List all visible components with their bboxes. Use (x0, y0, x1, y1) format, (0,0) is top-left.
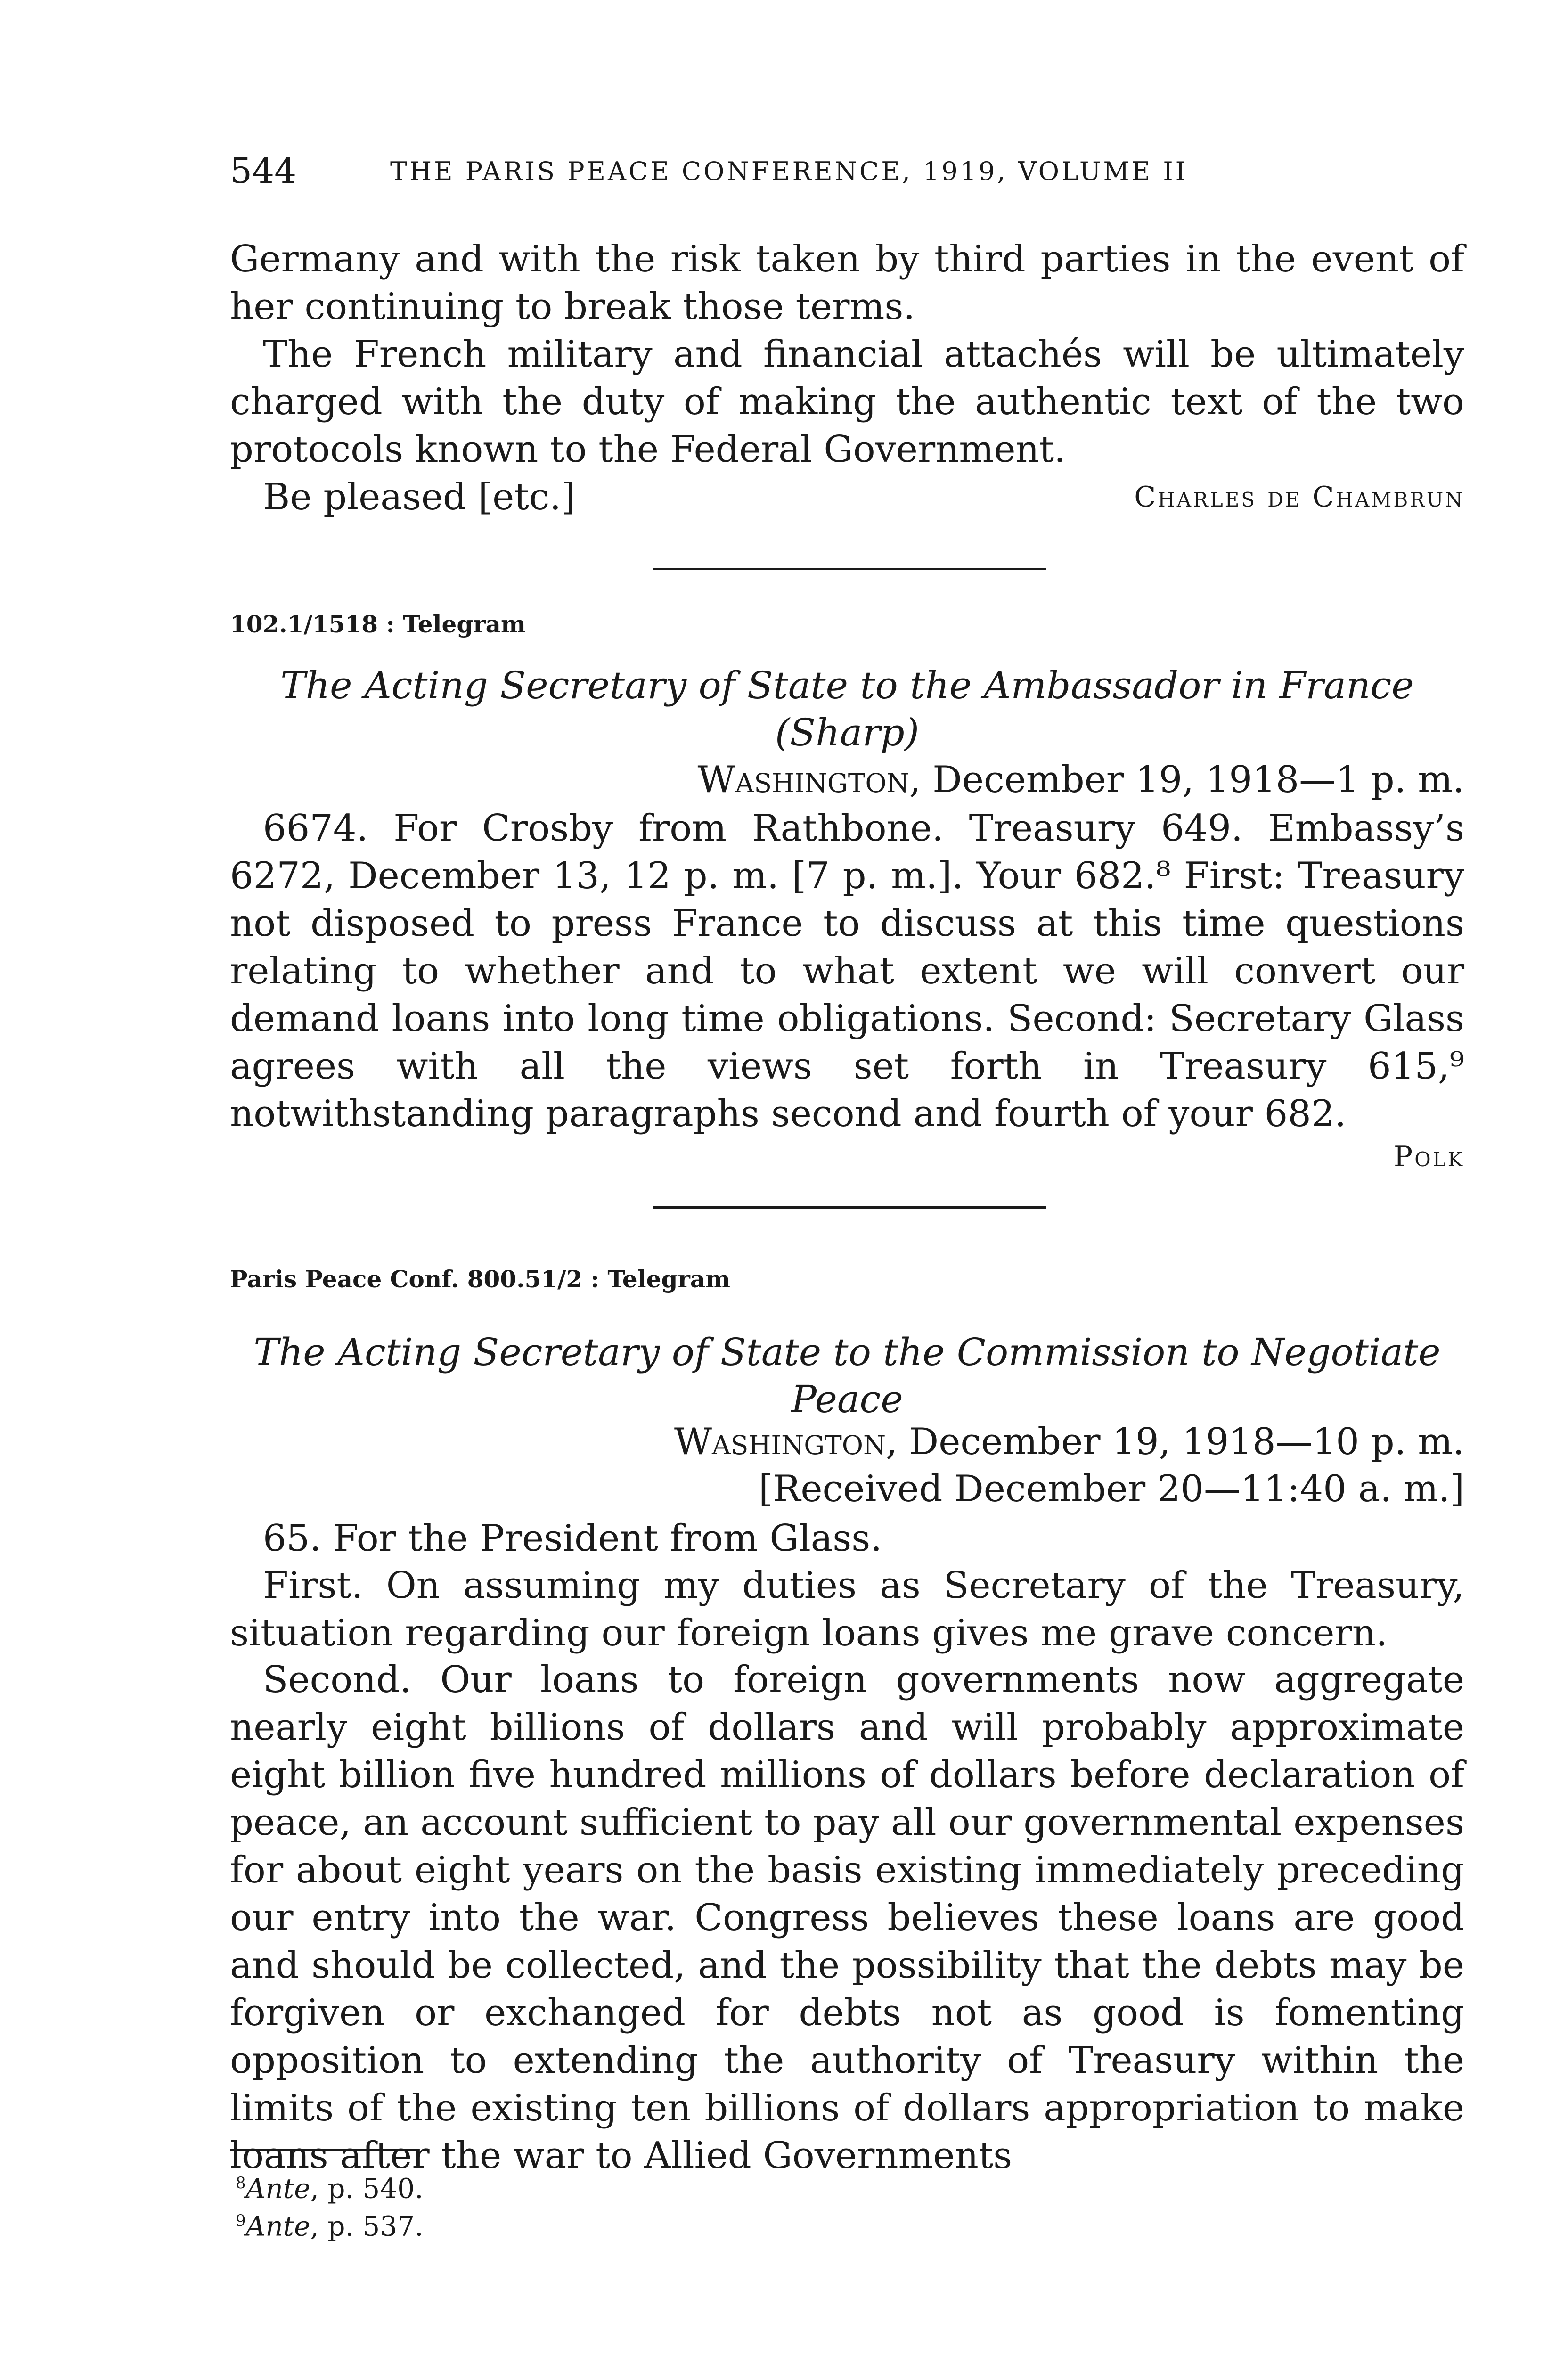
received-line: [Received December 20—11:40 a. m.] (759, 1468, 1464, 1510)
footnote-mark: 9 (236, 2211, 246, 2230)
footnote-mark: 8 (236, 2174, 246, 2192)
footnote-ref: Ante (245, 2210, 310, 2242)
section-divider-2 (653, 1206, 1046, 1209)
footnote-rule (230, 2149, 414, 2151)
page-header (230, 150, 1464, 192)
date-2: , December 19, 1918—10 p. m. (886, 1421, 1464, 1463)
footnote-ref: Ante (245, 2172, 310, 2205)
telegram-body-1: 6674. For Crosby from Rathbone. Treasury 649. Embassy’s 6272, December 13, 12 p. m. [7 p. m.]. Your 682.⁸ First: Treasury not disposed to press France to discuss at this time questions relating to whether and to what extent we will convert our demand loans into long time obligations. Second: Secretary Glass agrees with all the views set forth in Treasury 615,⁹ notwithstanding paragraphs second and fourth of your 682. (230, 807, 1464, 1135)
page-number: 544 (230, 151, 297, 191)
footnote-page: , p. 537. (310, 2210, 424, 2242)
date-1: , December 19, 1918—1 p. m. (909, 759, 1464, 801)
telegram-para-2: First. On assuming my duties as Secretary of the Treasury, situation regarding our foreign loans gives me grave concern. (230, 1564, 1464, 1654)
telegram-para-3: Second. Our loans to foreign governments now aggregate nearly eight billions of dollars and will probably approximate eight billion five hundred millions of dollars before declaration of peace, an account sufficient to pay all our governmental expenses for about eight years on the basis existing immediately preceding our entry into the war. Congress believes these loans are good and should be collected, and the possibility that the debts may be forgiven or exchanged for debts not as good is fomenting opposition to extending the authority of Treasury within the limits of the existing ten billions of dollars appropriation to make loans after the war to Allied Governments (230, 1659, 1464, 2177)
section-divider-1 (653, 568, 1046, 570)
file-number-1: 102.1/1518 : Telegram (230, 610, 526, 638)
footnote-page: , p. 540. (310, 2172, 424, 2205)
document-title-1: The Acting Secretary of State to the Ambassador in France (Sharp) (280, 663, 1414, 754)
signature-chambrun: Charles de Chambrun (1134, 481, 1464, 514)
document-title-2: The Acting Secretary of State to the Commission to Negotiate Peace (253, 1330, 1441, 1421)
footnote-9 (236, 2205, 424, 2241)
place-date-1 (697, 756, 1464, 803)
intro-paragraph-2: The French military and financial attachés will be ultimately charged with the duty of making the authentic text of the two protocols known to the Federal Government. (230, 333, 1464, 471)
place-2: Washington (674, 1421, 886, 1463)
place-date-2 (674, 1418, 1464, 1465)
closing-line: Be pleased [etc.] (263, 476, 576, 518)
signature-polk: Polk (1393, 1140, 1464, 1173)
telegram-para-1: 65. For the President from Glass. (263, 1517, 882, 1560)
running-head: THE PARIS PEACE CONFERENCE, 1919, VOLUME II (390, 156, 1188, 186)
footnote-8 (236, 2168, 424, 2204)
intro-paragraph-1: Germany and with the risk taken by third parties in the event of her continuing to break those terms. (230, 238, 1464, 328)
place-1: Washington (697, 759, 909, 801)
file-number-2: Paris Peace Conf. 800.51/2 : Telegram (230, 1265, 731, 1293)
